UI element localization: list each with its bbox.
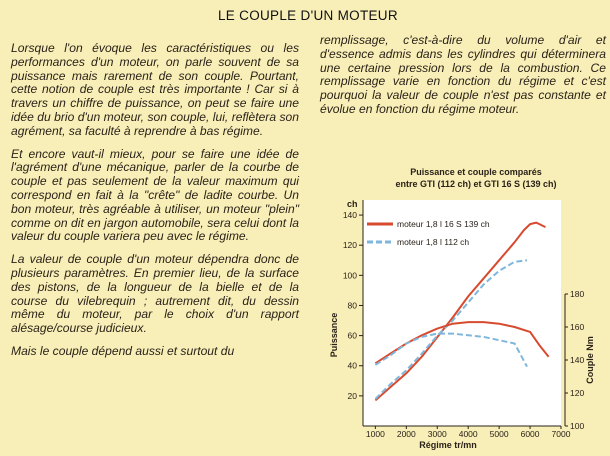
x-tick-label: 1000	[365, 429, 385, 439]
y-tick-label-right: 160	[570, 322, 585, 332]
y-tick-label: 20	[347, 390, 357, 401]
x-tick-label: 6000	[520, 429, 540, 439]
chart-title-line: entre GTI (112 ch) et GTI 16 S (139 ch)	[395, 179, 557, 189]
x-tick-label: 3000	[427, 429, 447, 439]
page-title: LE COUPLE D'UN MOTEUR	[218, 8, 398, 23]
y-tick-label: 100	[342, 270, 357, 281]
y-tick-label: 120	[342, 240, 357, 251]
power-torque-chart	[325, 192, 607, 450]
x-axis-label: Régime tr/mn	[419, 440, 477, 450]
y-tick-label-right: 180	[570, 289, 585, 299]
y-tick-label-right: 100	[570, 421, 585, 431]
y-tick-label: 80	[347, 300, 357, 311]
y-axis-label-left: Puissance	[329, 312, 339, 358]
paragraph: Et encore vaut-il mieux, pour se faire une idée de l'agrément d'une mécanique, parler de la courbe de couple et pas seulement de la valeur maximum qui correspond en fait à la "crête" de ladite courbe. Un bon moteur, très agréable à utiliser, un moteur "plein" comme on dit en jargon automobile, sera celui dont la valeur du couple variera peu avec le régime.	[11, 146, 299, 244]
paragraph: remplissage, c'est-à-dire du volume d'air et d'essence admis dans les cylindres qui déterminera une certaine pression lors de la combustion. Ce remplissage varie en fonction du régime et c'est pourquoi la valeur de couple n'est pas constante et évolue en fonction du régime moteur.	[320, 33, 606, 116]
legend-label: moteur 1,8 l 16 S 139 ch	[397, 219, 490, 229]
x-tick-label: 5000	[489, 429, 509, 439]
y-tick-label: 140	[342, 210, 357, 221]
x-tick-label: 4000	[458, 429, 478, 439]
y-tick-label: 60	[347, 330, 357, 341]
y-tick-label-right: 140	[570, 355, 585, 365]
paragraph: Lorsque l'on évoque les caractéristiques ou les performances d'un moteur, on parle souvent de sa puissance mais rarement de son couple. Pourtant, cette notion de couple est très importante ! Car si à travers un chiffre de puissance, on peut se faire une idée du brio d'un moteur, son couple, lui, reflètera son agrément, sa faculté à reprendre à bas régime.	[11, 41, 299, 138]
paragraph: Mais le couple dépend aussi et surtout du	[11, 343, 235, 358]
left-column	[11, 42, 299, 368]
y-tick-label: 40	[347, 360, 357, 371]
chart-title-line: Puissance et couple comparés	[410, 167, 542, 177]
right-column	[320, 34, 606, 126]
y-axis-label-right: Couple Nm	[585, 336, 595, 384]
y-tick-label-right: 120	[570, 388, 585, 398]
y-unit-label: ch	[347, 199, 358, 209]
paragraph: La valeur de couple d'un moteur dépendra donc de plusieurs paramètres. En premier lieu, de la surface des pistons, de la longueur de la bielle et de la course du vilebrequin ; autrement dit, du dessin même du moteur, par le choix d'un rapport alésage/course judicieux.	[11, 252, 299, 336]
chart-title	[356, 166, 596, 190]
plot-area	[363, 200, 561, 426]
x-tick-label: 2000	[396, 429, 416, 439]
legend-label: moteur 1,8 l 112 ch	[397, 237, 470, 247]
x-tick-label: 7000	[551, 429, 571, 439]
